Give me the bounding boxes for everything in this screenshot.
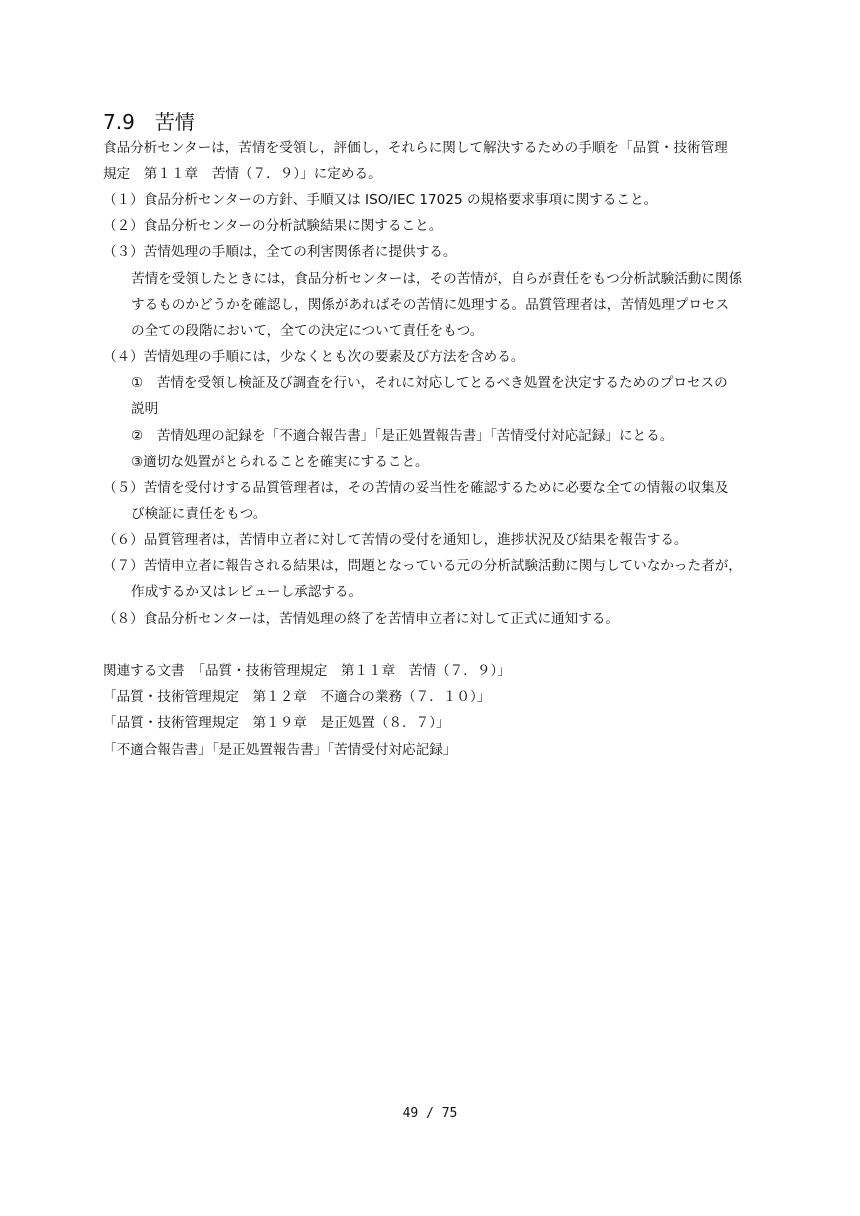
body-line: 説明 [131, 401, 159, 417]
body-line: するものかどうかを確認し，関係があればその苦情に処理する。品質管理者は，苦情処理プロセス [131, 297, 730, 313]
sub-item-2: ② 苦情処理の記録を「不適合報告書」「是正処置報告書」「苦情受付対応記録」にとる。 [131, 428, 674, 444]
list-item-5: （５）苦情を受付けする品質管理者は，その苦情の妥当性を確認するために必要な全ての情報の収集及 [103, 480, 729, 496]
body-line: 作成するか又はレビューし承認する。 [131, 584, 363, 600]
list-item-7: （７）苦情申立者に報告される結果は，問題となっている元の分析試験活動に関与していなかった者が， [103, 558, 742, 574]
related-documents-label: 関連する文書 「品質・技術管理規定 第１１章 苦情（７．９）」 [103, 663, 511, 679]
body-line: 苦情を受領したときには，食品分析センターは，その苦情が，自らが責任をもつ分析試験活動に関係 [131, 271, 743, 287]
list-item-4: （４）苦情処理の手順には，少なくとも次の要素及び方法を含める。 [103, 349, 525, 365]
sub-item-1: ① 苦情を受領し検証及び調査を行い，それに対応してとるべき処置を決定するためのプロセスの [131, 375, 728, 391]
related-document: 「不適合報告書」「是正処置報告書」「苦情受付対応記録」 [103, 742, 457, 758]
section-heading: 7.9 苦情 [103, 110, 195, 134]
related-document: 「品質・技術管理規定 第１９章 是正処置（８．７）」 [103, 715, 450, 731]
body-line: び検証に責任をもつ。 [131, 506, 267, 522]
list-item-2: （２）食品分析センターの分析試験結果に関すること。 [103, 218, 443, 234]
body-line: の全ての段階において，全ての決定について責任をもつ。 [131, 323, 484, 339]
list-item-6: （６）品質管理者は，苦情申立者に対して苦情の受付を通知し，進捗状況及び結果を報告する。 [103, 532, 688, 548]
list-item-1: （１）食品分析センターの方針、手順又は ISO/IEC 17025 の規格要求事項に関すること。 [103, 192, 658, 208]
list-item-8: （８）食品分析センターは，苦情処理の終了を苦情申立者に対して正式に通知する。 [103, 611, 620, 627]
sub-item-3: ③適切な処置がとられることを確実にすること。 [131, 454, 429, 470]
list-item-3: （３）苦情処理の手順は，全ての利害関係者に提供する。 [103, 244, 457, 260]
body-line: 規定 第１１章 苦情（７．９）」に定める。 [103, 166, 382, 182]
body-line: 食品分析センターは，苦情を受領し，評価し，それらに関して解決するための手順を「品質・技術管理 [103, 140, 728, 156]
page-number: 49 / 75 [402, 1106, 458, 1121]
related-document: 「品質・技術管理規定 第１２章 不適合の業務（７．１０）」 [103, 689, 491, 705]
